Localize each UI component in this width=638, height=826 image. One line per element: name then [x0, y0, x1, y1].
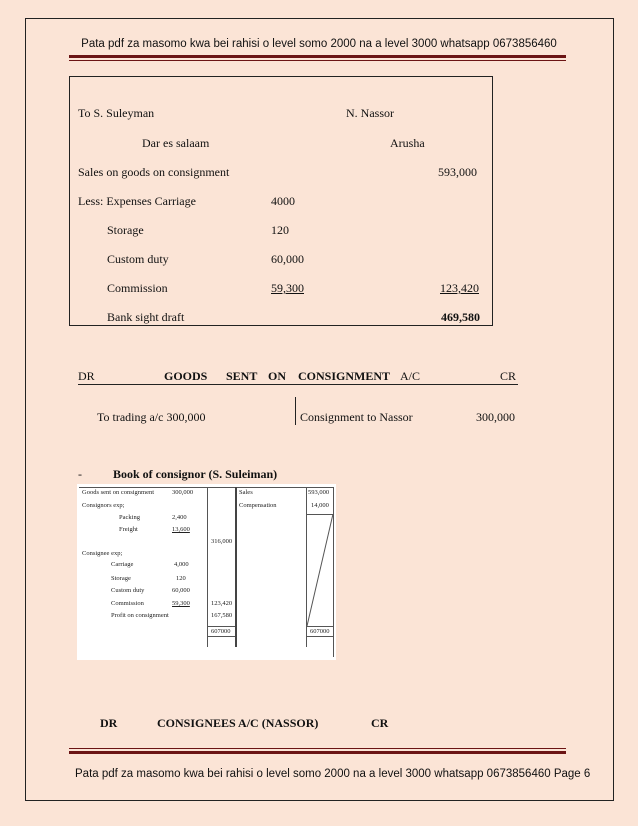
goods-sent-title-on: ON — [268, 369, 286, 383]
ledger-freight-val: 13,600 — [172, 526, 190, 533]
carriage-value: 4000 — [271, 194, 295, 208]
footer-rule-thin — [69, 748, 566, 749]
ledger-sub2: 123,420 — [211, 600, 233, 607]
sales-value: 593,000 — [438, 165, 477, 179]
ledger-commission-val: 59,300 — [172, 600, 190, 607]
ledger-col-line-1 — [207, 487, 208, 647]
commission-value: 59,300 — [271, 281, 304, 295]
ledger-storage: Storage — [111, 575, 131, 582]
page-header: Pata pdf za masomo kwa bei rahisi o level somo 2000 na a level 3000 whatsapp 0673856460 — [81, 38, 557, 50]
ledger-storage-val: 120 — [176, 575, 186, 582]
ledger-consignors-exp: Consignors exp; — [82, 502, 125, 509]
sales-label: Sales on goods on consignment — [78, 165, 230, 179]
goods-sent-left-entry: To trading a/c 300,000 — [97, 410, 206, 424]
commission-label: Commission — [107, 281, 168, 295]
header-rule-thick — [69, 55, 566, 58]
consignees-cr: CR — [371, 716, 389, 730]
goods-sent-dr: DR — [78, 369, 95, 383]
goods-sent-title-goods: GOODS — [164, 369, 208, 383]
ledger-center-line — [235, 487, 237, 647]
goods-sent-right-value: 300,000 — [476, 410, 515, 424]
consignees-title: CONSIGNEES A/C (NASSOR) — [157, 716, 319, 730]
goods-sent-right-label: Consignment to Nassor — [300, 410, 413, 424]
ledger-consignee-exp: Consignee exp; — [82, 550, 123, 557]
bank-sight-draft-value: 469,580 — [441, 310, 480, 324]
ledger-goods-sent-val: 300,000 — [172, 489, 194, 496]
footer-rule-thick — [69, 751, 566, 754]
ledger-right-total-top — [306, 626, 334, 627]
ledger-carriage: Carriage — [111, 561, 134, 568]
ledger-left-total-top — [207, 626, 235, 627]
ledger-carriage-val: 4,000 — [174, 561, 189, 568]
goods-sent-cr: CR — [500, 369, 517, 383]
ledger-commission: Commission — [111, 600, 144, 607]
custom-duty-label: Custom duty — [107, 252, 169, 266]
goods-sent-title-ac: A/C — [400, 369, 421, 383]
ledger-custom: Custom duty — [111, 587, 145, 594]
storage-value: 120 — [271, 223, 289, 237]
goods-sent-underline — [78, 384, 518, 385]
consignees-dr: DR — [100, 716, 118, 730]
ledger-custom-val: 60,000 — [172, 587, 190, 594]
to-label: To S. Suleyman — [78, 106, 155, 120]
page-footer: Pata pdf za masomo kwa bei rahisi o level somo 2000 na a level 3000 whatsapp 0673856460 Page 6 — [75, 768, 591, 780]
ledger-total-left: 607000 — [211, 628, 231, 635]
ledger-profit: Profit on consignment — [111, 612, 169, 619]
from-city: Arusha — [390, 136, 425, 150]
ledger-zigzag-line — [306, 514, 334, 626]
from-name: N. Nassor — [346, 106, 394, 120]
ledger-sales-val: 593,000 — [308, 489, 330, 496]
consignor-title: Book of consignor (S. Suleiman) — [113, 467, 278, 481]
goods-sent-title-consignment: CONSIGNMENT — [298, 369, 391, 383]
goods-sent-divider — [295, 397, 296, 425]
expenses-total: 123,420 — [440, 281, 479, 295]
ledger-left-total-bottom — [207, 636, 235, 637]
consignment-ledger-image — [77, 484, 336, 660]
ledger-sub1: 316,000 — [211, 538, 233, 545]
ledger-profit-val: 167,580 — [211, 612, 233, 619]
header-rule-thin — [69, 60, 566, 61]
bank-sight-draft-label: Bank sight draft — [107, 310, 185, 324]
ledger-right-total-bottom — [306, 636, 334, 637]
to-city: Dar es salaam — [142, 136, 210, 150]
ledger-total-right: 607000 — [310, 628, 330, 635]
consignor-bullet: - — [78, 467, 82, 481]
less-expenses-label: Less: Expenses Carriage — [78, 194, 196, 208]
ledger-packing-val: 2,400 — [172, 514, 187, 521]
ledger-freight: Freight — [119, 526, 138, 533]
ledger-compensation: Compensation — [239, 502, 277, 509]
storage-label: Storage — [107, 223, 144, 237]
ledger-goods-sent: Goods sent on consignment — [82, 489, 155, 496]
goods-sent-title-sent: SENT — [226, 369, 258, 383]
ledger-packing: Packing — [119, 514, 140, 521]
ledger-sales: Sales — [239, 489, 253, 496]
ledger-compensation-val: 14,000 — [311, 502, 329, 509]
custom-duty-value: 60,000 — [271, 252, 304, 266]
